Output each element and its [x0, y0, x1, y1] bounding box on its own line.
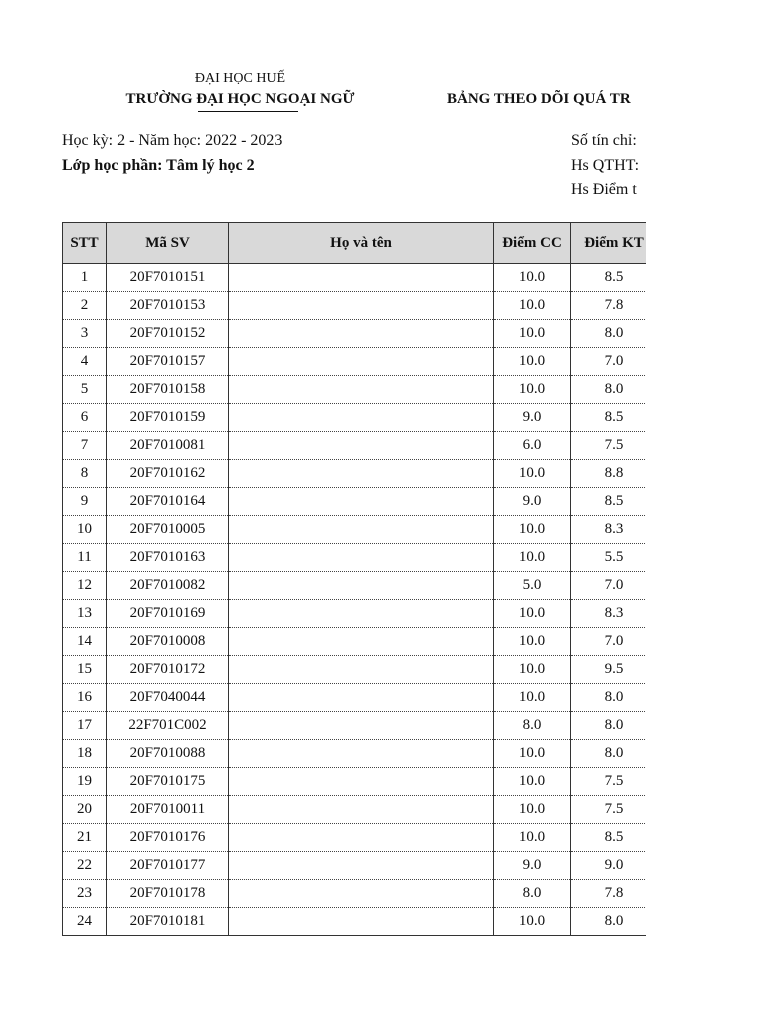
test-score-cell: 7.5 — [571, 796, 647, 824]
attendance-score-cell: 10.0 — [494, 460, 571, 488]
student-id-cell: 20F7010153 — [107, 292, 229, 320]
attendance-score-cell: 10.0 — [494, 908, 571, 936]
table-row — [63, 852, 647, 880]
table-row — [63, 684, 647, 712]
university-name: ĐẠI HỌC HUẾ — [194, 71, 286, 86]
table-row — [63, 712, 647, 740]
attendance-score-cell: 10.0 — [494, 516, 571, 544]
test-score-cell: 7.5 — [571, 432, 647, 460]
row-number-cell: 22 — [63, 852, 107, 880]
student-name-cell — [229, 824, 494, 852]
attendance-score-cell: 6.0 — [494, 432, 571, 460]
student-name-cell — [229, 404, 494, 432]
table-body — [63, 264, 647, 936]
student-name-cell — [229, 656, 494, 684]
student-name-cell — [229, 684, 494, 712]
student-id-cell: 20F7010005 — [107, 516, 229, 544]
attendance-score-cell: 8.0 — [494, 712, 571, 740]
test-score-cell: 7.0 — [571, 572, 647, 600]
table-row — [63, 824, 647, 852]
attendance-score-cell: 10.0 — [494, 684, 571, 712]
test-score-cell: 8.0 — [571, 376, 647, 404]
table-row — [63, 460, 647, 488]
row-number-cell: 15 — [63, 656, 107, 684]
student-name-cell — [229, 796, 494, 824]
attendance-score-cell: 10.0 — [494, 740, 571, 768]
row-number-cell: 11 — [63, 544, 107, 572]
credits-label: Số tín chỉ: — [571, 132, 637, 149]
student-name-cell — [229, 376, 494, 404]
student-name-cell — [229, 348, 494, 376]
row-number-cell: 4 — [63, 348, 107, 376]
table-row — [63, 516, 647, 544]
test-score-cell: 8.5 — [571, 264, 647, 292]
test-score-cell: 5.5 — [571, 544, 647, 572]
test-score-cell: 7.5 — [571, 768, 647, 796]
table-row — [63, 488, 647, 516]
student-id-cell: 20F7010011 — [107, 796, 229, 824]
table-row — [63, 796, 647, 824]
student-id-cell: 20F7010081 — [107, 432, 229, 460]
attendance-score-cell: 10.0 — [494, 768, 571, 796]
student-id-cell: 20F7010151 — [107, 264, 229, 292]
student-id-cell: 20F7010169 — [107, 600, 229, 628]
student-id-cell: 20F7010152 — [107, 320, 229, 348]
student-id-cell: 20F7010162 — [107, 460, 229, 488]
attendance-score-cell: 9.0 — [494, 404, 571, 432]
table-row — [63, 544, 647, 572]
student-name-cell — [229, 292, 494, 320]
attendance-score-cell: 10.0 — [494, 376, 571, 404]
row-number-cell: 23 — [63, 880, 107, 908]
row-number-cell: 16 — [63, 684, 107, 712]
student-name-cell — [229, 852, 494, 880]
test-score-cell: 8.0 — [571, 712, 647, 740]
attendance-score-cell: 5.0 — [494, 572, 571, 600]
school-underline — [198, 111, 298, 112]
student-name-cell — [229, 488, 494, 516]
student-name-cell — [229, 628, 494, 656]
row-number-cell: 21 — [63, 824, 107, 852]
row-number-cell: 20 — [63, 796, 107, 824]
table-row — [63, 432, 647, 460]
row-number-cell: 19 — [63, 768, 107, 796]
test-score-cell: 8.0 — [571, 908, 647, 936]
student-id-cell: 22F701C002 — [107, 712, 229, 740]
row-number-cell: 5 — [63, 376, 107, 404]
student-id-cell: 20F7010181 — [107, 908, 229, 936]
table-row — [63, 320, 647, 348]
student-id-cell: 20F7010177 — [107, 852, 229, 880]
table-row — [63, 376, 647, 404]
student-name-cell — [229, 544, 494, 572]
test-score-cell: 8.3 — [571, 600, 647, 628]
row-number-cell: 3 — [63, 320, 107, 348]
course-info: Lớp học phần: Tâm lý học 2 — [62, 157, 255, 174]
student-name-cell — [229, 264, 494, 292]
test-score-cell: 8.5 — [571, 404, 647, 432]
row-number-cell: 9 — [63, 488, 107, 516]
student-id-cell: 20F7010159 — [107, 404, 229, 432]
table-row — [63, 348, 647, 376]
table-row — [63, 600, 647, 628]
attendance-score-cell: 10.0 — [494, 292, 571, 320]
student-id-cell: 20F7010157 — [107, 348, 229, 376]
attendance-score-cell: 10.0 — [494, 824, 571, 852]
row-number-cell: 17 — [63, 712, 107, 740]
test-score-cell: 7.8 — [571, 292, 647, 320]
test-score-cell: 9.0 — [571, 852, 647, 880]
table-row — [63, 572, 647, 600]
student-id-cell: 20F7010164 — [107, 488, 229, 516]
student-id-cell: 20F7010158 — [107, 376, 229, 404]
student-id-cell: 20F7010178 — [107, 880, 229, 908]
test-score-cell: 8.0 — [571, 740, 647, 768]
student-id-cell: 20F7010088 — [107, 740, 229, 768]
table-row — [63, 656, 647, 684]
test-score-cell: 8.3 — [571, 516, 647, 544]
row-number-cell: 13 — [63, 600, 107, 628]
student-name-cell — [229, 432, 494, 460]
student-id-cell: 20F7010172 — [107, 656, 229, 684]
report-title: BẢNG THEO DÕI QUÁ TR — [447, 91, 631, 107]
row-number-cell: 8 — [63, 460, 107, 488]
test-score-cell: 8.5 — [571, 488, 647, 516]
table-row — [63, 292, 647, 320]
student-name-cell — [229, 460, 494, 488]
test-score-cell: 7.0 — [571, 628, 647, 656]
qtht-label: Hs QTHT: — [571, 157, 640, 174]
row-number-cell: 18 — [63, 740, 107, 768]
student-id-cell: 20F7010175 — [107, 768, 229, 796]
attendance-score-cell: 10.0 — [494, 628, 571, 656]
table-header-row — [63, 223, 647, 264]
row-number-cell: 1 — [63, 264, 107, 292]
attendance-score-cell: 10.0 — [494, 600, 571, 628]
test-score-cell: 8.5 — [571, 824, 647, 852]
student-name-cell — [229, 516, 494, 544]
column-header-test-score: Điểm KT — [571, 223, 647, 264]
table-row — [63, 628, 647, 656]
test-score-cell: 7.8 — [571, 880, 647, 908]
table-row — [63, 740, 647, 768]
attendance-score-cell: 10.0 — [494, 320, 571, 348]
student-name-cell — [229, 572, 494, 600]
column-header-student-id: Mã SV — [107, 223, 229, 264]
test-score-cell: 7.0 — [571, 348, 647, 376]
row-number-cell: 7 — [63, 432, 107, 460]
table-row — [63, 264, 647, 292]
column-header-attendance-score: Điểm CC — [494, 223, 571, 264]
attendance-score-cell: 10.0 — [494, 264, 571, 292]
row-number-cell: 14 — [63, 628, 107, 656]
student-name-cell — [229, 740, 494, 768]
table-row — [63, 404, 647, 432]
student-name-cell — [229, 768, 494, 796]
column-header-full-name: Họ và tên — [229, 223, 494, 264]
student-id-cell: 20F7040044 — [107, 684, 229, 712]
attendance-score-cell: 10.0 — [494, 796, 571, 824]
row-number-cell: 6 — [63, 404, 107, 432]
table-row — [63, 768, 647, 796]
row-number-cell: 10 — [63, 516, 107, 544]
attendance-score-cell: 10.0 — [494, 656, 571, 684]
table-row — [63, 880, 647, 908]
student-id-cell: 20F7010163 — [107, 544, 229, 572]
student-id-cell: 20F7010176 — [107, 824, 229, 852]
school-name: TRƯỜNG ĐẠI HỌC NGOẠI NGỮ — [125, 91, 355, 107]
student-name-cell — [229, 908, 494, 936]
student-name-cell — [229, 600, 494, 628]
test-score-cell: 8.0 — [571, 684, 647, 712]
test-score-cell: 8.0 — [571, 320, 647, 348]
row-number-cell: 12 — [63, 572, 107, 600]
attendance-score-cell: 9.0 — [494, 488, 571, 516]
student-name-cell — [229, 320, 494, 348]
attendance-score-cell: 10.0 — [494, 544, 571, 572]
exam-coefficient-label: Hs Điểm t — [571, 181, 637, 198]
test-score-cell: 8.8 — [571, 460, 647, 488]
column-header-stt: STT — [63, 223, 107, 264]
attendance-score-cell: 8.0 — [494, 880, 571, 908]
grades-table — [62, 222, 646, 936]
table-row — [63, 908, 647, 936]
term-info: Học kỳ: 2 - Năm học: 2022 - 2023 — [62, 132, 283, 149]
student-id-cell: 20F7010082 — [107, 572, 229, 600]
student-name-cell — [229, 880, 494, 908]
row-number-cell: 24 — [63, 908, 107, 936]
attendance-score-cell: 10.0 — [494, 348, 571, 376]
student-id-cell: 20F7010008 — [107, 628, 229, 656]
attendance-score-cell: 9.0 — [494, 852, 571, 880]
row-number-cell: 2 — [63, 292, 107, 320]
student-name-cell — [229, 712, 494, 740]
test-score-cell: 9.5 — [571, 656, 647, 684]
